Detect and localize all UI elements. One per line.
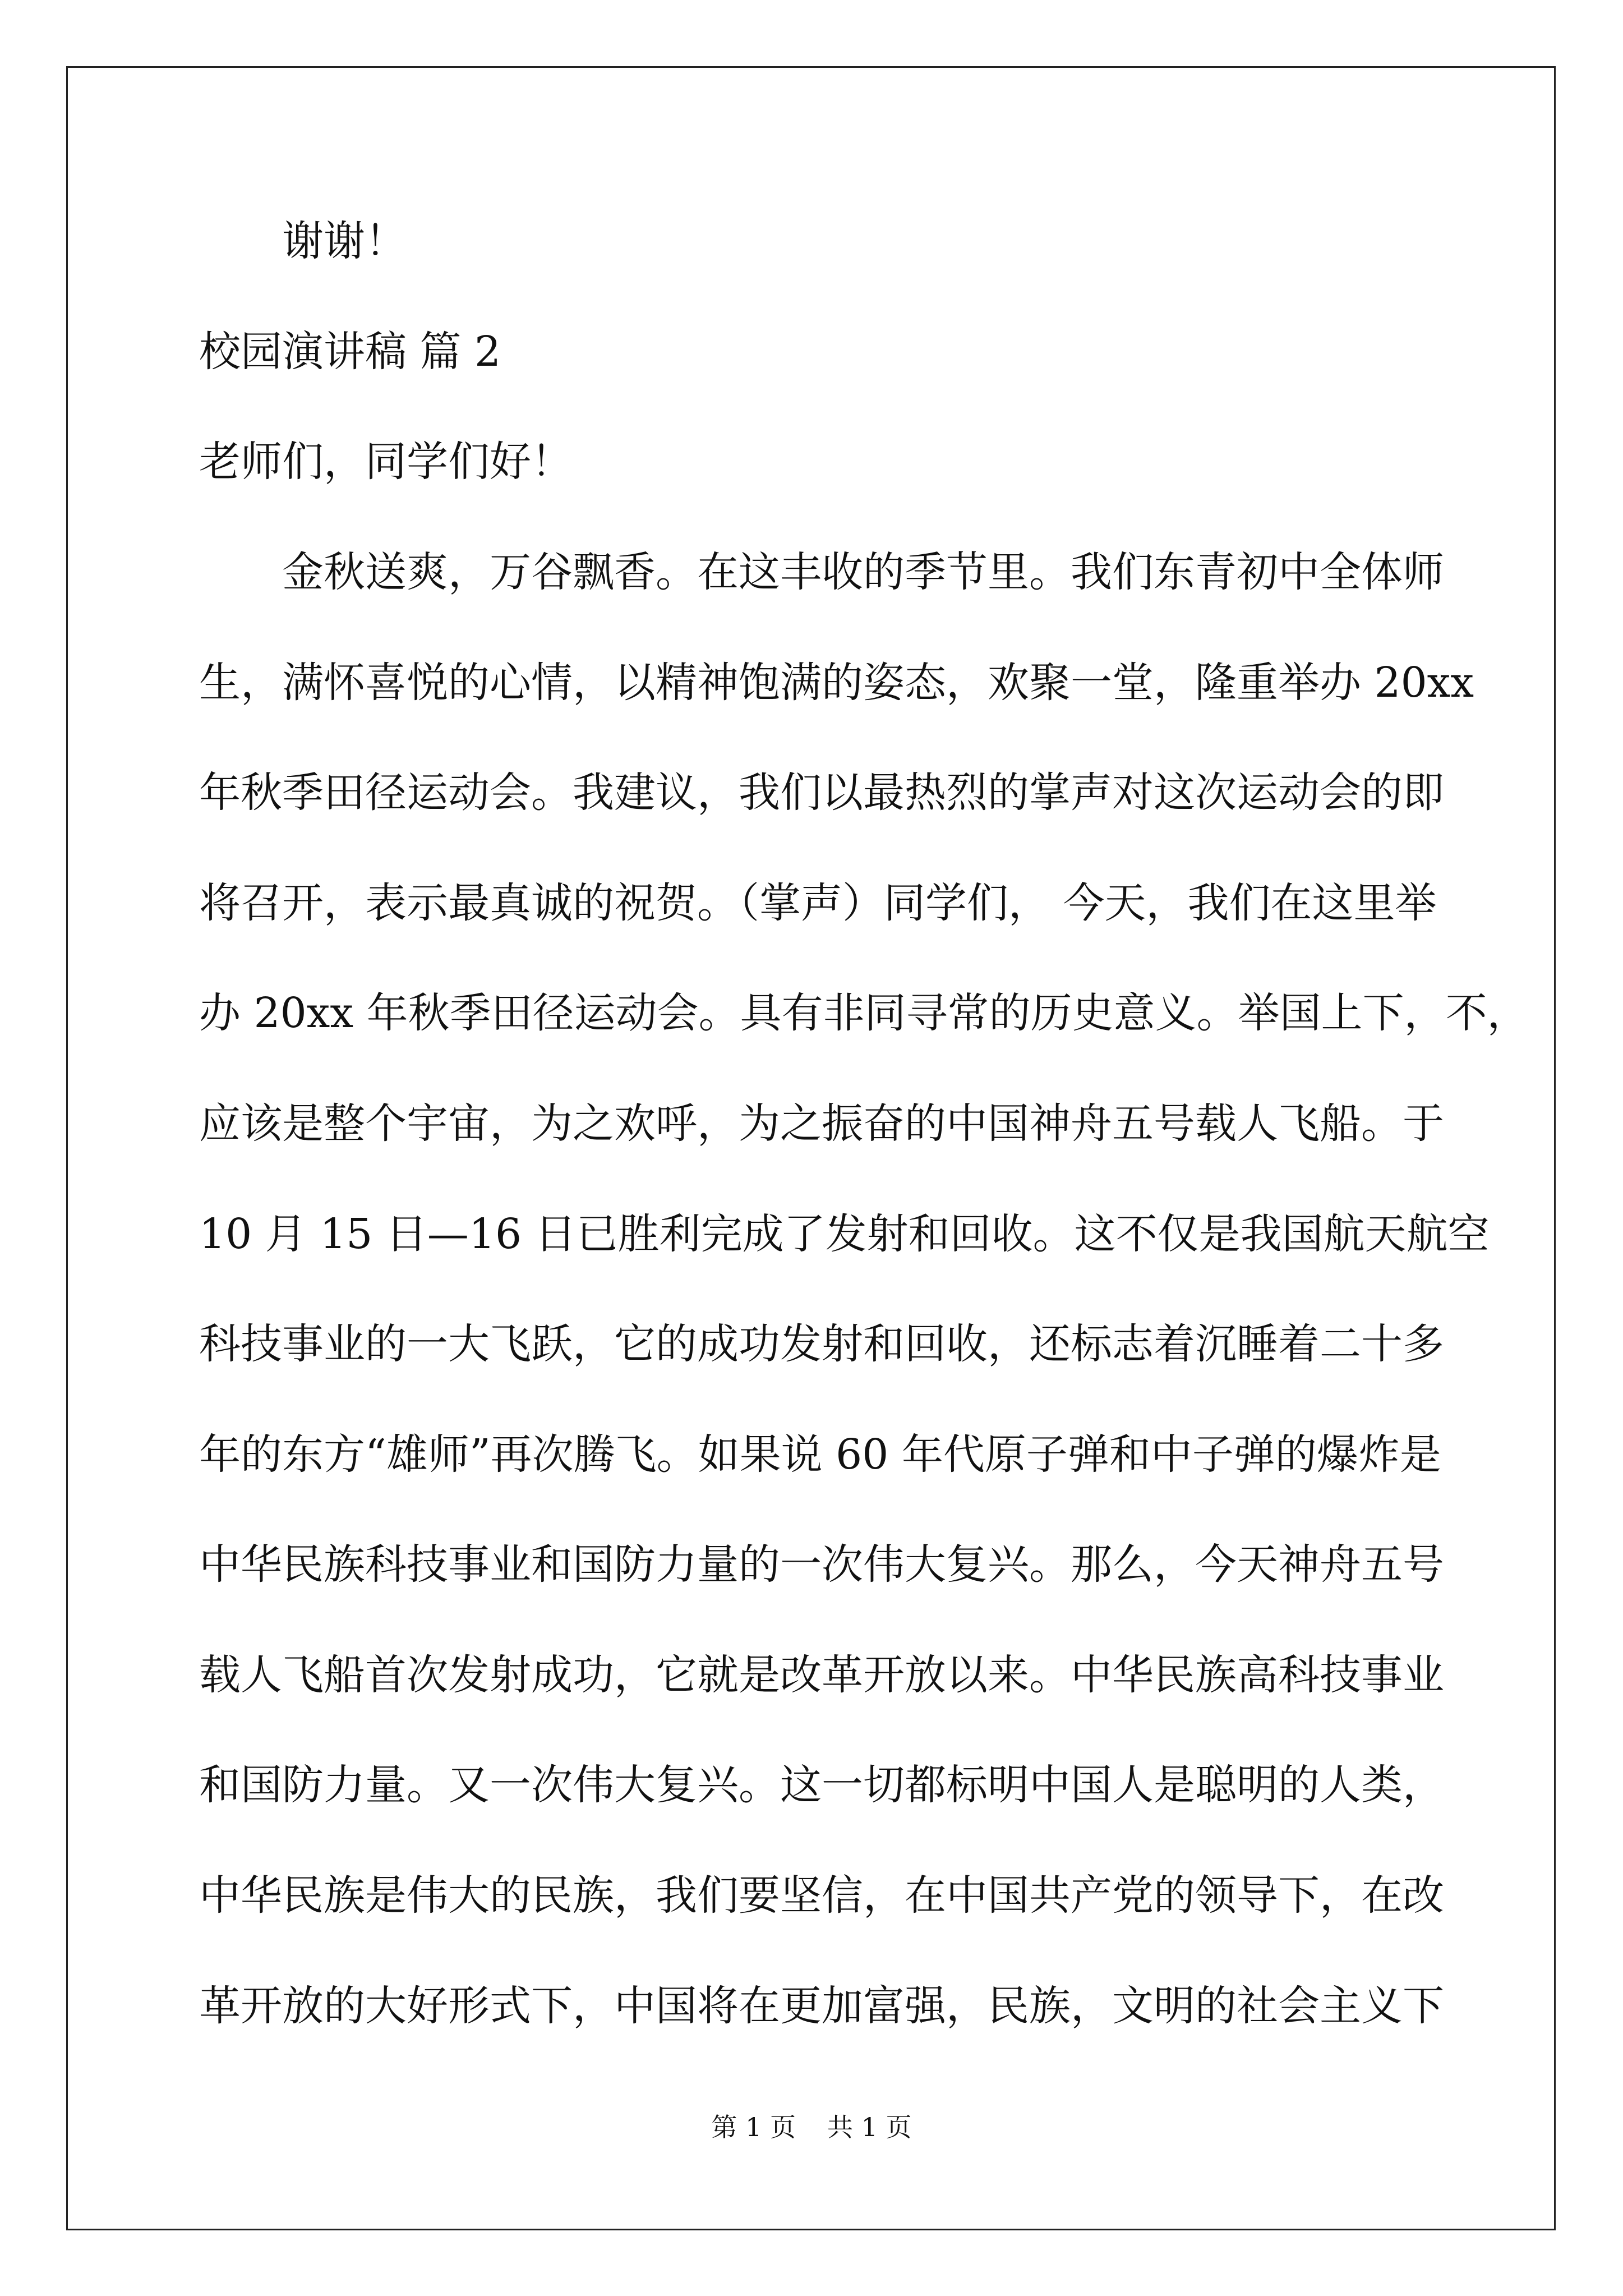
page-footer [0, 2110, 1623, 2144]
paragraph-line: 将召开，表示最真诚的祝贺。（掌声）同学们， 今天，我们在这里举 [199, 879, 1437, 927]
paragraph-line: 中华民族是伟大的民族，我们要坚信，在中国共产党的领导下，在改 [199, 1871, 1444, 1920]
paragraph-line: 生，满怀喜悦的心情，以精神饱满的姿态，欢聚一堂，隆重举办 20xx [199, 659, 1474, 707]
paragraph-line: 应该是整个宇宙，为之欢呼，为之振奋的中国神舟五号载人飞船。于 [199, 1099, 1444, 1148]
paragraph-line: 年秋季田径运动会。我建议，我们以最热烈的掌声对这次运动会的即 [199, 769, 1444, 817]
paragraph-line: 年的东方“雄师”再次腾飞。如果说 60 年代原子弹和中子弹的爆炸是 [199, 1430, 1441, 1479]
salutation: 老师们，同学们好！ [199, 438, 573, 486]
paragraph-line: 科技事业的一大飞跃，它的成功发射和回收，还标志着沉睡着二十多 [199, 1320, 1444, 1368]
opening-line: 谢谢！ [282, 217, 407, 265]
page-number: 第 1 页 [711, 2112, 796, 2142]
total-pages: 共 1 页 [827, 2112, 912, 2142]
paragraph-line: 和国防力量。又一次伟大复兴。这一切都标明中国人是聪明的人类， [199, 1761, 1444, 1809]
paragraph-line: 10 月 15 日—16 日已胜利完成了发射和回收。这不仅是我国航天航空 [199, 1210, 1490, 1258]
paragraph-line: 办 20xx 年秋季田径运动会。具有非同寻常的历史意义。举国上下，不， [199, 989, 1529, 1037]
paragraph-line: 革开放的大好形式下，中国将在更加富强，民族，文明的社会主义下 [199, 1982, 1444, 2030]
section-title: 校园演讲稿 篇 2 [199, 328, 501, 376]
paragraph-line: 金秋送爽，万谷飘香。在这丰收的季节里。我们东青初中全体师 [282, 548, 1444, 596]
paragraph-line: 中华民族科技事业和国防力量的一次伟大复兴。那么，今天神舟五号 [199, 1540, 1444, 1589]
paragraph-line: 载人飞船首次发射成功，它就是改革开放以来。中华民族高科技事业 [199, 1651, 1444, 1699]
